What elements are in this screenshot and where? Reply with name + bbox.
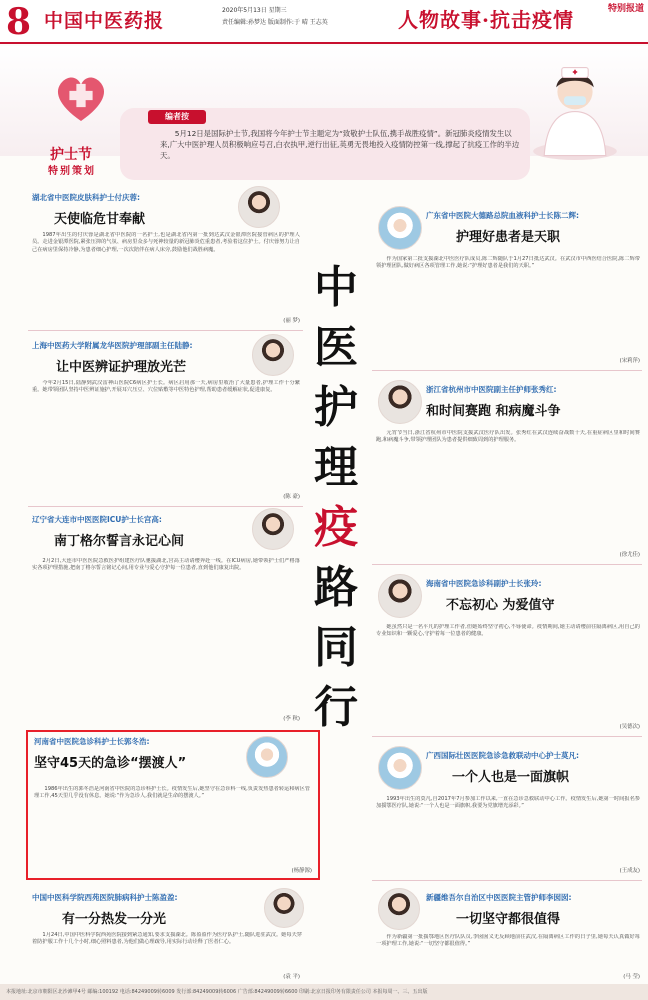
feature-title-char: 中	[314, 262, 358, 313]
portrait-photo	[378, 380, 422, 424]
feature-title-char: 疫	[314, 502, 358, 553]
article-headline: 南丁格尔誓言永记心间	[54, 534, 185, 549]
nurse-illustration-icon	[520, 50, 630, 160]
paper-name: 中国中医药报	[44, 10, 165, 32]
article-body: 作为新疆第一批援鄂地区医疗队队员,李囡囡义无反顾地前往武汉,在隔离病区工作的日子里,她每天认真做好每一项护理工作,她说:“一切坚守都很值得。”	[376, 934, 640, 948]
article-affiliation: 中国中医科学院西苑医院肺病科护士陈盈盈:	[32, 893, 178, 902]
article-headline: 一个人也是一面旗帜	[452, 770, 570, 785]
article-body: 1993年出生的莫凡,自2017年7月参加工作以来,一直在急诊急救联动中心工作。疫情发生后,她第一时间报名参加援鄂医疗队,她说:“一个人也是一面旗帜,我要为党旗增光添彩。”	[376, 796, 640, 810]
feature-title-char: 路	[314, 562, 358, 613]
feature-title-char: 理	[314, 442, 358, 493]
article-headline: 天使临危甘奉献	[54, 212, 146, 227]
article-affiliation: 辽宁省大连市中医医院ICU护士长宫高:	[32, 515, 162, 524]
article-headline: 坚守45天的急诊“摆渡人”	[34, 756, 187, 771]
article-author: (马 莹)	[623, 974, 640, 980]
feature-title-char: 行	[314, 682, 358, 733]
editor-note-text: 5月12日是国际护士节,我国将今年护士节主题定为“致敬护士队伍,携手战胜疫情”。新冠肺炎疫情发生以来,广大中医护理人员积极响应号召,白衣执甲,逆行出征,英勇无畏地投入疫情防控第一线,撑起了抗疫工作的半边天。	[160, 129, 520, 160]
special-feature-label: 特别策划	[48, 166, 96, 177]
divider	[372, 564, 642, 565]
article-author: (王成友)	[619, 868, 640, 874]
article-author: (宋莉萍)	[619, 358, 640, 364]
article-headline: 有一分热发一分光	[62, 912, 167, 927]
article-li-nannan	[426, 892, 642, 927]
article-mo-fan	[426, 750, 642, 785]
article-body: 1986年出生的郭冬浩是河南省中医院的急诊科护士长。疫情发生后,她坚守在急诊科一线,负责发热患者转运和病区管理工作,45天里几乎没有休息。她说:“作为急诊人,我们就是生命的摆渡人。”	[34, 786, 310, 800]
article-affiliation: 海南省中医院急诊科副护士长张玲:	[426, 579, 542, 588]
divider	[28, 330, 303, 331]
portrait-photo	[238, 186, 280, 228]
heart-icon	[52, 70, 110, 128]
divider	[372, 736, 642, 737]
article-zhang-ling	[426, 578, 642, 613]
portrait-photo	[378, 746, 422, 790]
divider	[372, 370, 642, 371]
editor-note-badge: 编者按	[148, 110, 206, 124]
portrait-photo	[252, 334, 294, 376]
portrait-photo	[264, 888, 304, 928]
article-headline: 护理好患者是天职	[456, 230, 561, 245]
article-author: (陈 豪)	[283, 494, 300, 500]
section-title: 人物故事·抗击疫情	[398, 8, 574, 32]
article-author: (李 秋)	[283, 716, 300, 722]
article-affiliation: 广西国际壮医医院急诊急救联动中心护士莫凡:	[426, 751, 579, 760]
article-body: 元宵节当日,浙江省杭州市中医院支援武汉医疗队出发。张秀红在武汉连续奋战数十天,在重症病区里和时间赛跑,和病魔斗争,带领护理团队为患者提供细致周到的护理服务。	[376, 430, 640, 444]
portrait-photo	[252, 508, 294, 550]
article-body: 1月24日,中国中医科学院西苑医院接到紧急通知,要求支援湖北。陈盈盈作为医疗队护士,随队进驻武汉。她每天穿着防护服工作十几个小时,细心照料患者,为他们做心理疏导,用实际行动诠释了医者仁心。	[32, 932, 302, 946]
article-author: (丽 梦)	[283, 318, 300, 324]
portrait-photo	[378, 888, 420, 930]
feature-title	[306, 258, 366, 738]
editor-line: 责任编辑:孙梦达 版面制作:于 晴 王志英	[222, 19, 328, 26]
article-body: 1987年出生的付庆蓉是湖北省中医院的一名护士,也是湖北省内第一批到达武汉金银潭医院接管病区的护理人员。走进金银潭医院,紧张压抑的气氛、病房里众多与死神较量的新冠肺炎危重患者,考验着这位护士。付庆蓉努力让自己在病房里保持冷静,为患者细心护理,一次次陪伴在病人床旁,鼓励他们战胜病魔。	[32, 232, 300, 253]
article-affiliation: 浙江省杭州市中医院副主任护师张秀红:	[426, 385, 557, 394]
article-body: 今年2月15日,陆静到武汉雷神山医院C6病区护士长。病区启用那一天,病房里收治了大量患者,护理工作十分繁重。她带领团队坚持中医辨证施护,开展耳穴压豆、穴位贴敷等中医特色护理,帮助患者缓解症状,促进康复。	[32, 380, 300, 394]
article-headline: 和时间赛跑 和病魔斗争	[426, 404, 561, 419]
article-author: (杨静源)	[291, 868, 312, 874]
feature-title-char: 同	[314, 622, 358, 673]
article-affiliation: 广东省中医院大德路总院血液科护士长陈二辉:	[426, 211, 579, 220]
section-tag: 特别报道	[608, 4, 645, 14]
article-affiliation: 湖北省中医院皮肤科护士付庆蓉:	[32, 193, 140, 202]
portrait-photo	[378, 206, 422, 250]
article-headline: 一切坚守都很值得	[456, 912, 561, 927]
article-author: (徐尤佳)	[619, 552, 640, 558]
article-zhang-xiuhong	[426, 384, 642, 419]
article-body: 作为国家第二批支援湖北中医医疗队成员,陈二辉随队于1月27日抵达武汉。在武汉市中西医结合医院,陈二辉带领护理团队,做好病区各项管理工作,她说:“护理好患者是我们的天职。”	[376, 256, 640, 270]
article-author: (袁 平)	[283, 974, 300, 980]
article-author: (吴德次)	[619, 724, 640, 730]
article-fu-qingrong	[32, 192, 212, 227]
feature-title-char: 医	[314, 322, 358, 373]
portrait-photo	[378, 574, 422, 618]
feature-title-char: 护	[314, 382, 358, 433]
footer-info: 本报地址:北京市朝阳区北沙滩甲4号 邮编:100192 电话:84249009转6009 发行部:84249009转6006 广告部:84249009转6600 印刷:北京日报印务有限责任公司 本报每周一、三、五出版	[0, 984, 648, 1000]
divider	[372, 880, 642, 881]
article-guo-donghao	[34, 736, 234, 771]
article-affiliation: 上海中医药大学附属龙华医院护理部副主任陆静:	[32, 341, 193, 350]
article-body: 2月2日,大连市中医医院急救医护组建医疗队驰援湖北,宫高主动请缨奔赴一线。在ICU病房,她带领护士们严格落实各项护理措施,把南丁格尔誓言铭记心间,用专业与爱心守护每一位患者,直到他们康复出院。	[32, 558, 300, 572]
article-affiliation: 新疆维吾尔自治区中医医院主管护师李囡囡:	[426, 893, 572, 902]
portrait-photo	[246, 736, 288, 778]
article-headline: 不忘初心 为爱值守	[446, 598, 555, 613]
article-body: 她虽然只是一名平凡的护理工作者,但她始终坚守初心,不辱使命。疫情期间,她主动请缨前往隔离病区,用自己的专业知识和一颗爱心,守护着每一位患者的健康。	[376, 624, 640, 638]
article-gong-gao	[32, 514, 242, 549]
article-affiliation: 河南省中医院急诊科护士长郭冬浩:	[34, 737, 150, 746]
article-chen-erhui	[426, 210, 642, 245]
nurse-day-label: 护士节	[50, 147, 92, 163]
dateline: 2020年5月13日 星期三	[222, 7, 287, 14]
article-headline: 让中医辨证护理放光芒	[56, 360, 187, 375]
divider	[28, 506, 303, 507]
article-chen-yingying	[32, 892, 252, 927]
page-number: 8	[6, 1, 32, 43]
article-lu-jing	[32, 340, 242, 375]
